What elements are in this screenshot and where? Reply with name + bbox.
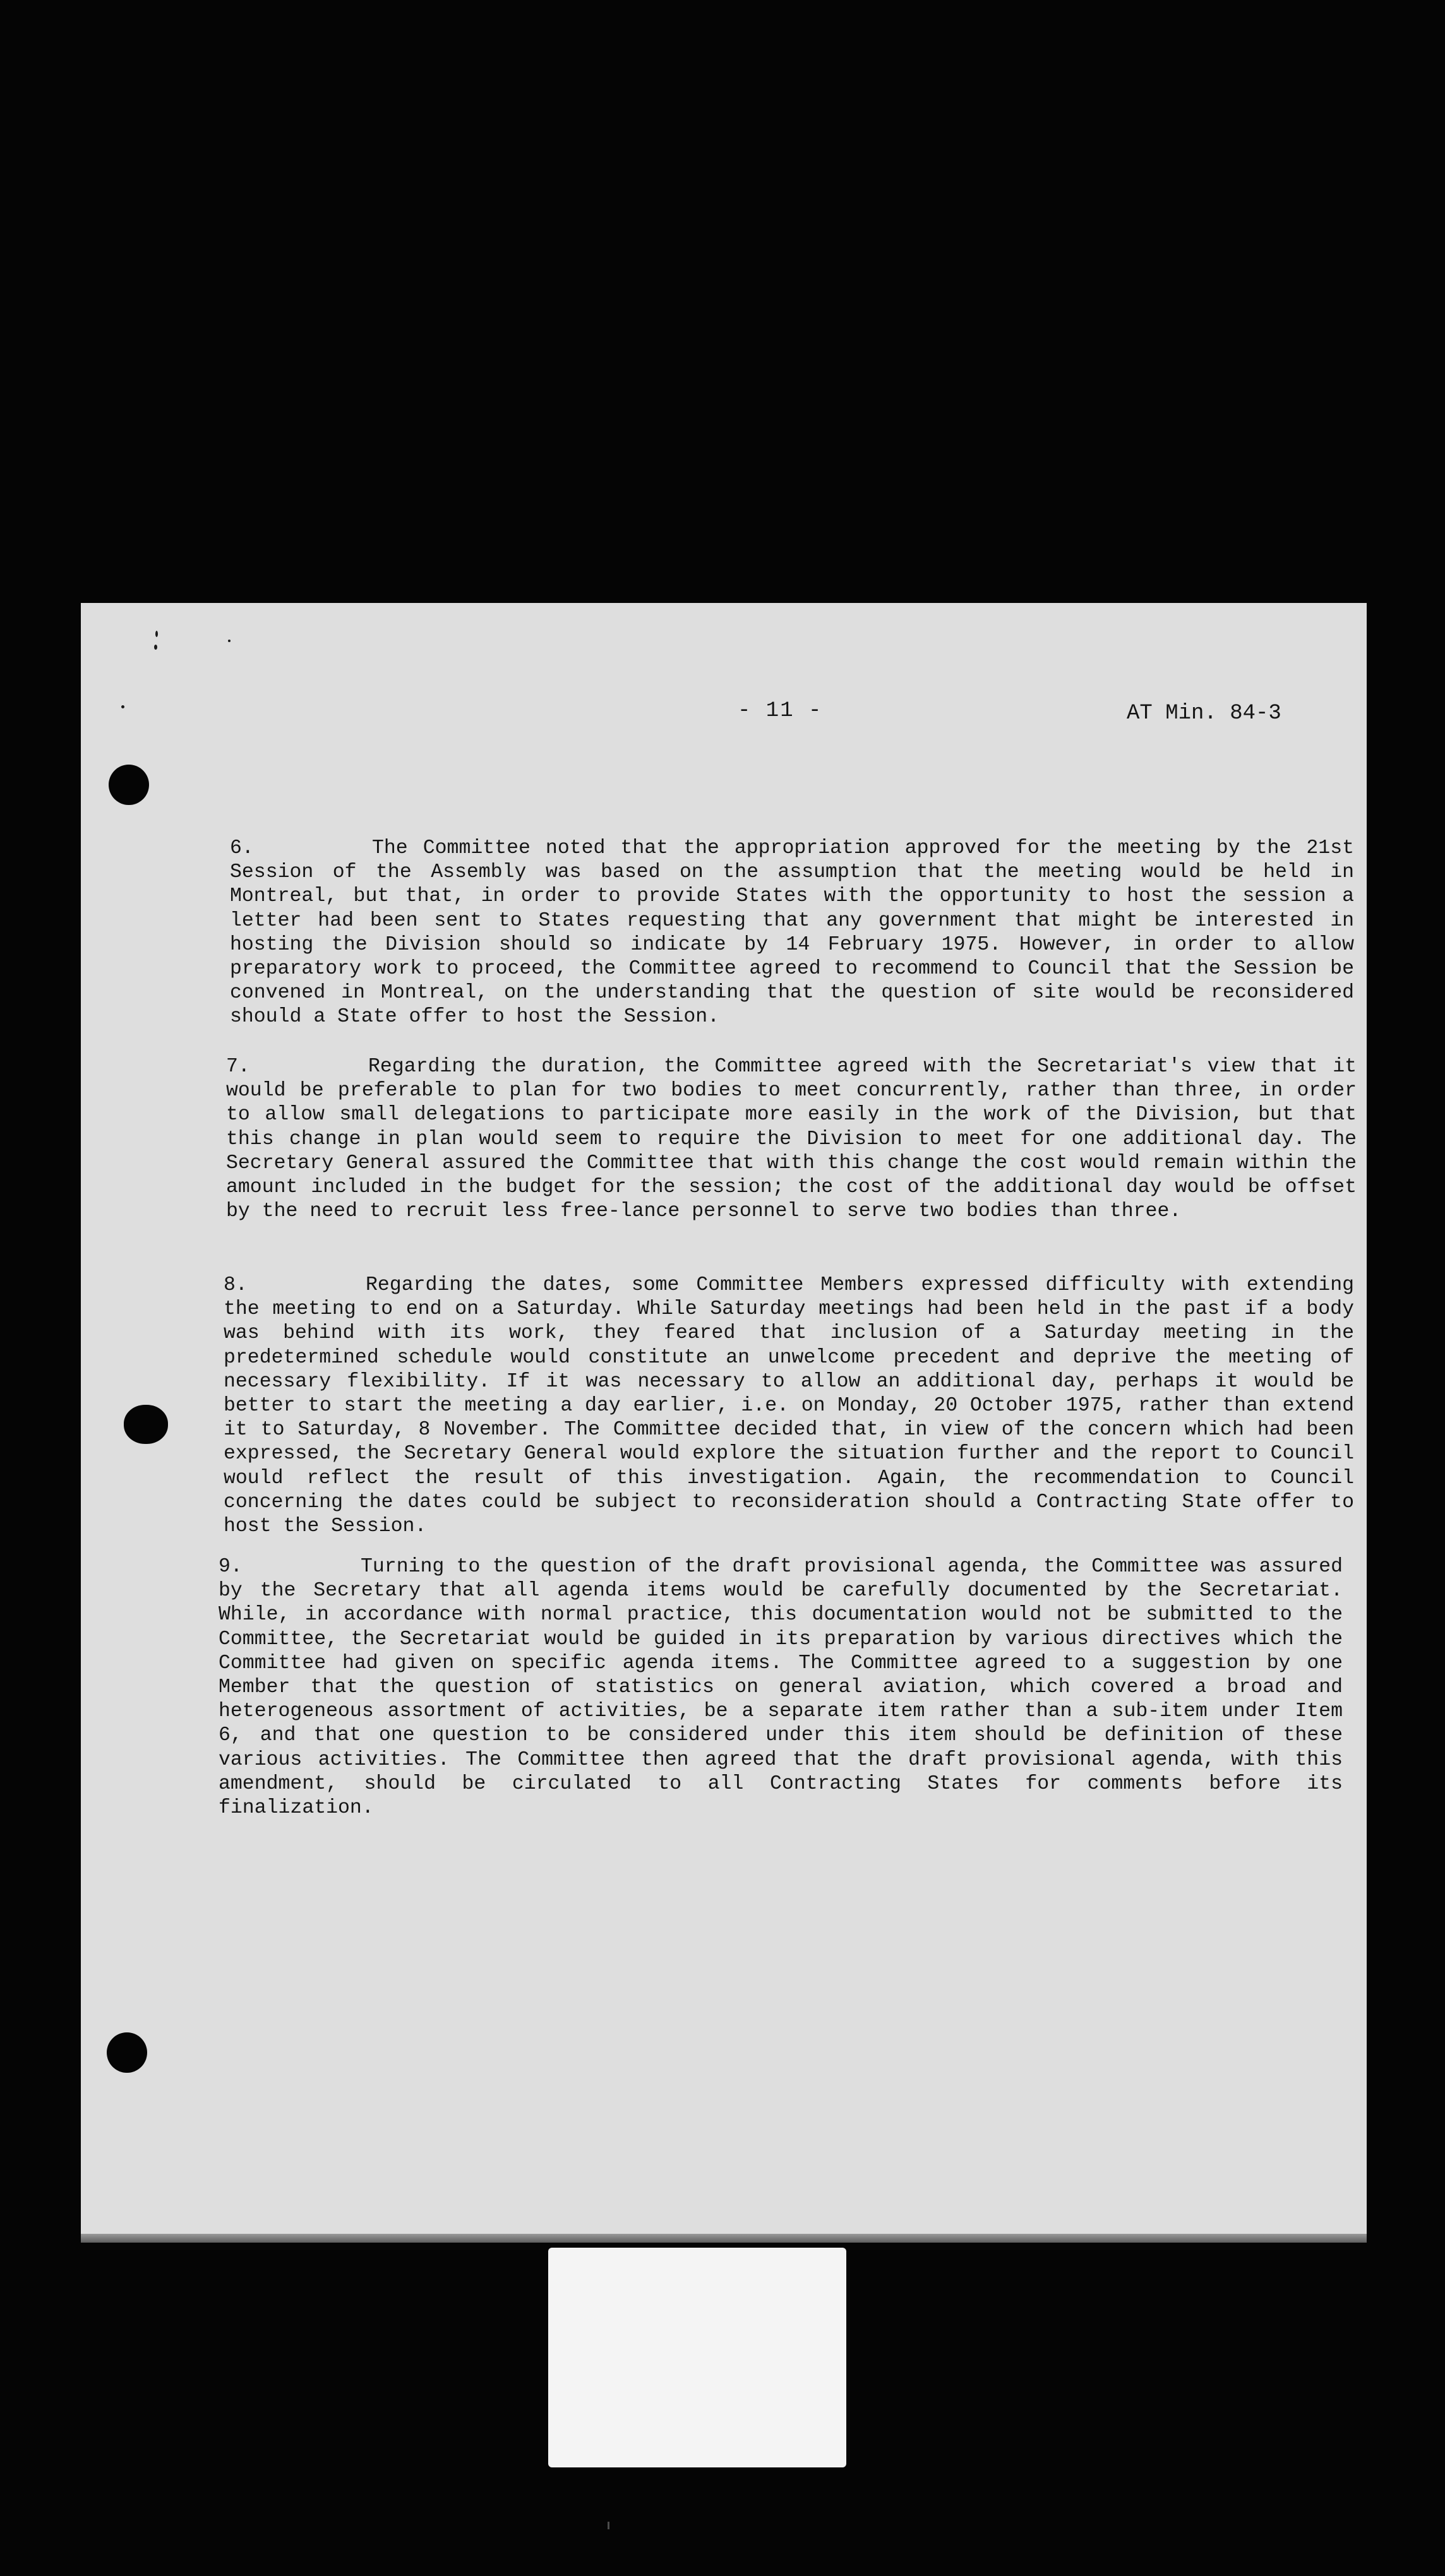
document-page <box>81 603 1367 2243</box>
punch-hole <box>124 1405 168 1444</box>
paragraph-8 <box>224 1273 1354 1539</box>
blank-target-card <box>548 2248 846 2467</box>
paper-speck <box>228 640 231 642</box>
paragraph-text: Turning to the question of the draft provisional agenda, the Committee was assured by the Secretary that all agenda items would be carefully documented by the Secretariat. While, in accordance with normal practice, this documentation would not be submitted to the Committee, the Secretariat would be guided in its preparation by various directives which the Committee had given on specific agenda items. The Committee agreed to a suggestion by one Member that the question of statistics on general aviation, which covered a broad and heterogeneous assortment of activities, be a separate item rather than a sub-item under Item 6, and that one question to be considered under this item should be definition of these various activities. The Committee then agreed that the draft provisional agenda, with this amendment, should be circulated to all Contracting States for comments before its finalization. <box>219 1556 1343 1820</box>
paragraph-text: Regarding the dates, some Committee Members expressed difficulty with extending the meeting to end on a Saturday. While Saturday meetings had been held in the past if a body was behind with its work, they feared that inclusion of a Saturday meeting in the predetermined schedule would constitute an unwelcome precedent and deprive the meeting of necessary flexibility. If it was necessary to allow an additional day, perhaps it would be better to start the meeting a day earlier, i.e. on Monday, 20 October 1975, rather than extend it to Saturday, 8 November. The Committee decided that, in view of the concern which had been expressed, the Secretary General would explore the situation further and the report to Council would reflect the result of this investigation. Again, the recommendation to Council concerning the dates could be subject to reconsideration should a Contracting State offer to host the Session. <box>224 1274 1354 1538</box>
page-number: - 11 - <box>738 699 823 723</box>
paragraph-number: 8. <box>224 1274 248 1296</box>
paragraph-number: 7. <box>226 1056 250 1078</box>
punch-hole <box>107 2032 147 2073</box>
paragraph-9 <box>219 1555 1343 1820</box>
document-reference: AT Min. 84-3 <box>1127 701 1281 725</box>
paragraph-number: 6. <box>230 837 254 859</box>
paper-speck <box>155 631 158 637</box>
film-speck <box>608 2522 609 2529</box>
paper-speck <box>121 705 124 708</box>
paragraph-text: Regarding the duration, the Committee agreed with the Secretariat's view that it would be preferable to plan for two bodies to meet concurrently, rather than three, in order to allow small delegations to participate more easily in the work of the Division, but that this change in plan would seem to require the Division to meet for one additional day. The Secretary General assured the Committee that with this change the cost would remain within the amount included in the budget for the session; the cost of the additional day would be offset by the need to recruit less free-lance personnel to serve two bodies than three. <box>226 1056 1357 1223</box>
page-bottom-edge <box>81 2234 1367 2243</box>
paragraph-text: The Committee noted that the appropriation approved for the meeting by the 21st Session of the Assembly was based on the assumption that the meeting would be held in Montreal, but that, in order to provide States with the opportunity to host the session a letter had been sent to States requesting that any government that might be interested in hosting the Division should so indicate by 14 February 1975. However, in order to allow preparatory work to proceed, the Committee agreed to recommend to Council that the Session be convened in Montreal, on the understanding that the question of site would be reconsidered should a State offer to host the Session. <box>230 837 1354 1029</box>
paper-speck <box>154 645 157 650</box>
punch-hole <box>109 765 149 805</box>
paragraph-number: 9. <box>219 1556 243 1578</box>
paragraph-6 <box>230 837 1354 1030</box>
paragraph-7 <box>226 1055 1357 1224</box>
